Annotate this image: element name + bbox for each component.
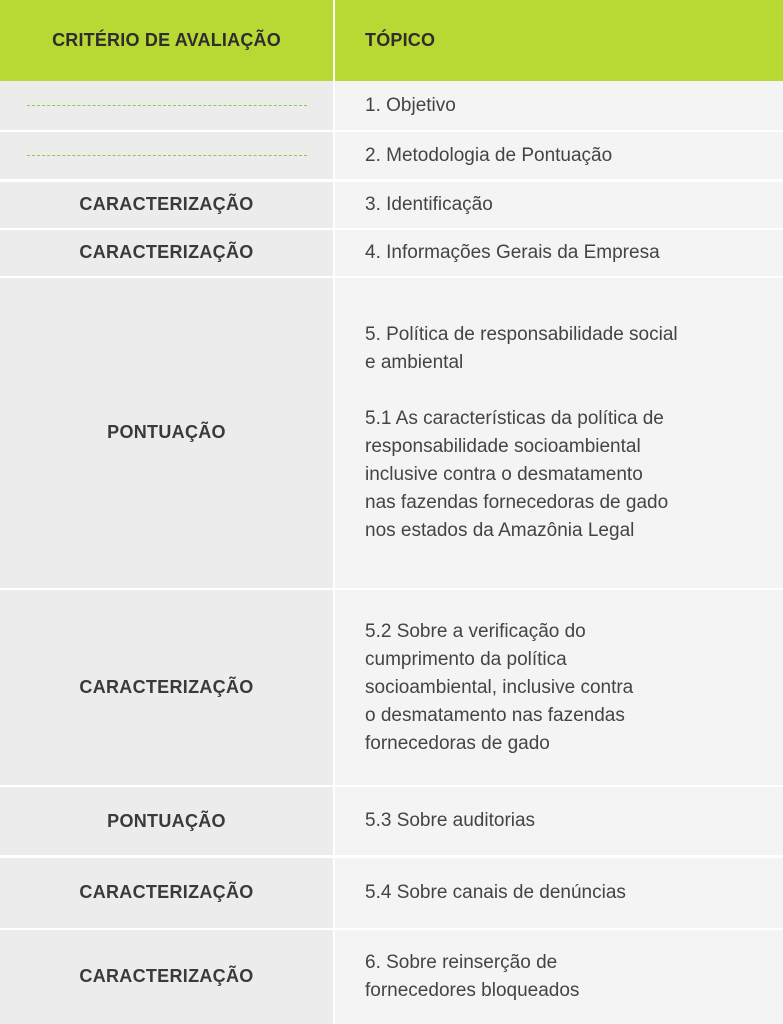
topic-text: 4. Informações Gerais da Empresa (365, 241, 660, 263)
topic-text: 5.3 Sobre auditorias (365, 810, 536, 832)
topic-text: 3. Identificação (365, 193, 493, 215)
header-criterion: CRITÉRIO DE AVALIAÇÃO (0, 0, 333, 81)
row-8-topic (335, 856, 783, 928)
row-7-criterion: PONTUAÇÃO (0, 785, 333, 855)
header-topic: TÓPICO (335, 0, 783, 81)
row-9-criterion: CARACTERIZAÇÃO (0, 928, 333, 1024)
row-5-criterion: PONTUAÇÃO (0, 276, 333, 588)
row-3-topic (335, 180, 783, 228)
topic-text: 1. Objetivo (365, 94, 456, 116)
row-3-criterion: CARACTERIZAÇÃO (0, 180, 333, 228)
empty-dash (27, 105, 307, 106)
row-6-criterion: CARACTERIZAÇÃO (0, 588, 333, 785)
row-8-criterion: CARACTERIZAÇÃO (0, 856, 333, 928)
topic-text: 5.4 Sobre canais de denúncias (365, 881, 626, 903)
row-2-criterion (0, 130, 333, 179)
topic-text: 2. Metodologia de Pontuação (365, 144, 613, 166)
topic-text: 6. Sobre reinserção de fornecedores bloqueados (365, 951, 580, 1001)
row-5-topic (335, 276, 783, 588)
row-1-criterion (0, 81, 333, 130)
row-4-topic (335, 228, 783, 276)
empty-dash (27, 155, 307, 156)
row-9-topic (335, 928, 783, 1024)
row-4-criterion: CARACTERIZAÇÃO (0, 228, 333, 276)
row-2-topic (335, 130, 783, 179)
row-7-topic (335, 785, 783, 855)
topic-text: 5.2 Sobre a verificação do cumprimento da política socioambiental, inclusive contra o desmatamento nas fazendas fornecedoras de gado (365, 620, 634, 754)
row-6-topic (335, 588, 783, 785)
row-1-topic (335, 81, 783, 130)
topic-text: 5. Política de responsabilidade social e ambiental 5.1 As características da política de responsabilidade socioambiental inclusive contra o desmatamento nas fazendas fornecedoras de gado nos estados da Amazônia Legal (365, 323, 678, 541)
